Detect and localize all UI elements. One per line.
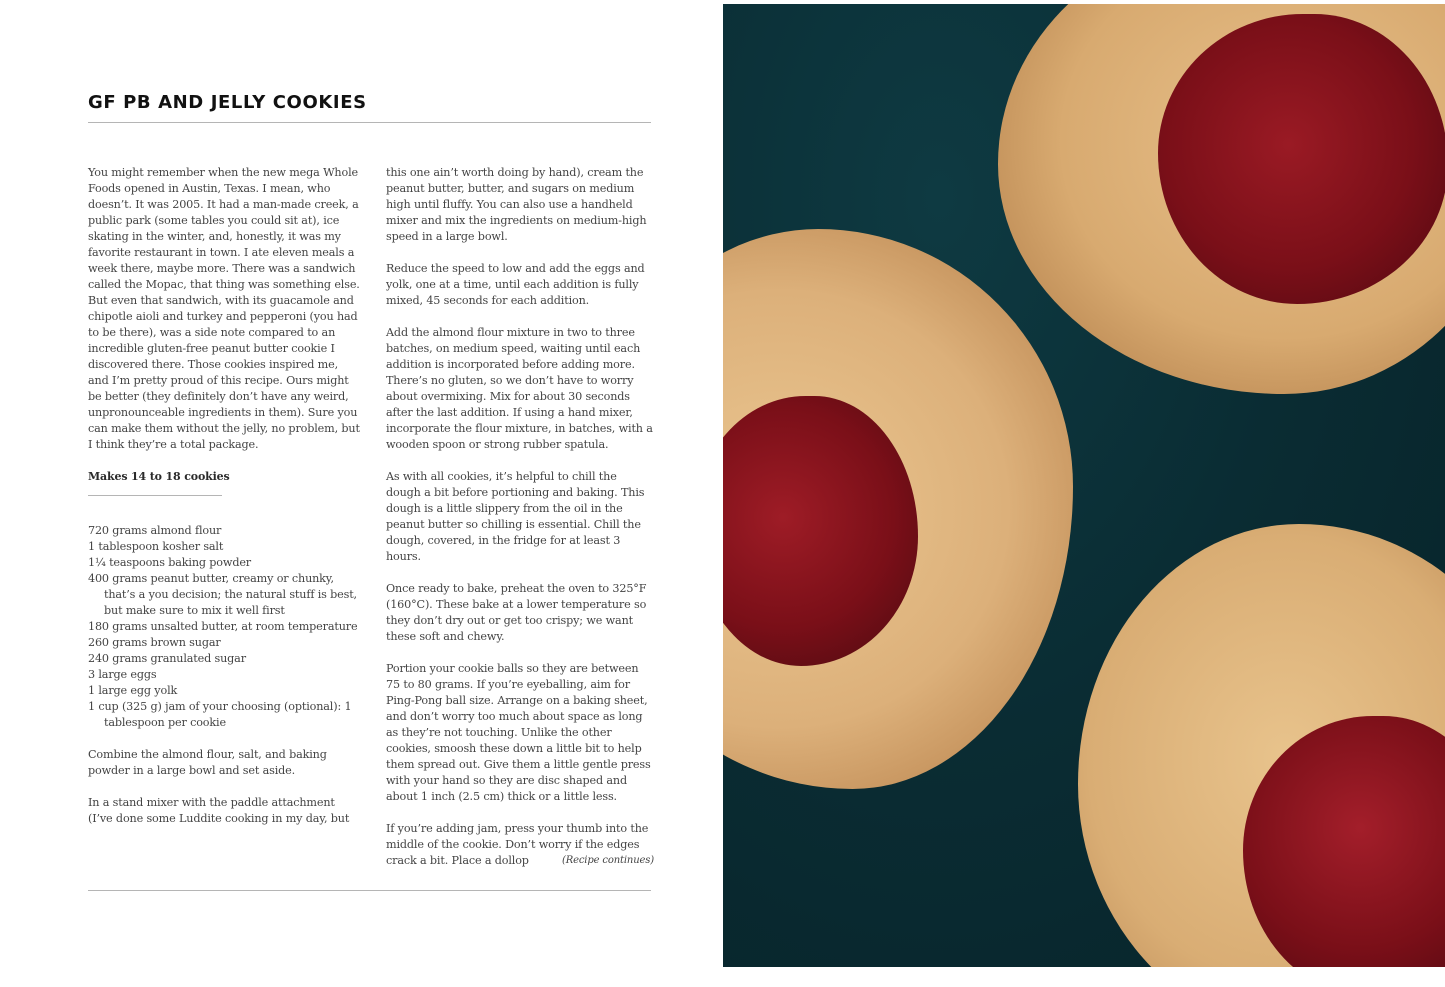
step-paragraph: this one ain’t worth doing by hand), cream the peanut butter, butter, and sugars on medium high until fluffy. You can also use a handheld mixer and mix the ingredients on medium-high speed in a large bowl. — [386, 166, 647, 243]
step-paragraph: Reduce the speed to low and add the eggs and yolk, one at a time, until each addition is fully mixed, 45 seconds for each addition. — [386, 262, 645, 307]
ingredient-item: 180 grams unsalted butter, at room temperature — [88, 620, 358, 633]
ingredient-item: 1¼ teaspoons baking powder — [88, 556, 251, 569]
ingredient-item: 3 large eggs — [88, 668, 157, 681]
ingredient-item: 720 grams almond flour — [88, 524, 222, 537]
ingredient-item: 400 grams peanut butter, creamy or chunky, that’s a you decision; the natural stuff is best, but make sure to mix it well first — [88, 572, 357, 617]
step-paragraph: In a stand mixer with the paddle attachment (I’ve done some Luddite cooking in my day, but — [88, 796, 350, 825]
left-text-column — [88, 165, 360, 843]
right-text-column — [386, 165, 654, 885]
page-gutter — [712, 0, 723, 967]
step-paragraph: Add the almond flour mixture in two to three batches, on medium speed, waiting until each addition is incorporated before adding more. There’s no gluten, so we don’t have to worry about overmixing. Mix for about 30 seconds after the last addition. If using a hand mixer, incorporate the flour mixture, in batches, with a wooden spoon or strong rubber spatula. — [386, 326, 653, 451]
step-paragraph: As with all cookies, it’s helpful to chill the dough a bit before portioning and baking. This dough is a little slippery from the oil in the peanut butter so chilling is essential. Chill the dough, covered, in the fridge for at least 3 hours. — [386, 470, 645, 563]
yield-divider — [88, 495, 222, 496]
intro-paragraph: You might remember when the new mega Whole Foods opened in Austin, Texas. I mean, who doesn’t. It was 2005. It had a man-made creek, a public park (some tables you could sit at), ice skating in the winter, and, honestly, it was my favorite restaurant in town. I ate eleven meals a week there, maybe more. There was a sandwich called the Mopac, that thing was something else. But even that sandwich, with its guacamole and chipotle aioli and turkey and pepperoni (you had to be there), was a side note compared to an incredible gluten-free peanut butter cookie I discovered there. Those cookies inspired me, and I’m pretty proud of this recipe. Ours might be better (they definitely don’t have any weird, unpronounceable ingredients in them). Sure you can make them without the jelly, no problem, but I think they’re a total package. — [88, 166, 360, 451]
yield-label: Makes 14 to 18 cookies — [88, 470, 230, 483]
title-divider — [88, 122, 651, 123]
ingredient-item: 240 grams granulated sugar — [88, 652, 246, 665]
ingredient-item: 260 grams brown sugar — [88, 636, 221, 649]
step-paragraph: Portion your cookie balls so they are between 75 to 80 grams. If you’re eyeballing, aim for Ping-Pong ball size. Arrange on a baking sheet, and don’t worry too much about space as long as they’re not touching. Unlike the other cookies, smoosh these down a little bit to help them spread out. Give them a little gentle press with your hand so they are disc shaped and about 1 inch (2.5 cm) thick or a little less. — [386, 662, 651, 803]
ingredient-item: 1 cup (325 g) jam of your choosing (optional): 1 tablespoon per cookie — [88, 700, 352, 729]
ingredient-item: 1 tablespoon kosher salt — [88, 540, 224, 553]
footer-divider — [88, 890, 651, 891]
recipe-continues-note: (Recipe continues) — [561, 855, 654, 866]
step-paragraph: Once ready to bake, preheat the oven to 325°F (160°C). These bake at a lower temperature so they don’t dry out or get too crispy; we want these soft and chewy. — [386, 582, 647, 643]
ingredient-list — [88, 523, 360, 731]
step-paragraph-last — [386, 821, 654, 869]
recipe-page — [0, 0, 722, 967]
step-paragraph: Combine the almond flour, salt, and baking powder in a large bowl and set aside. — [88, 748, 327, 777]
jam-top-right — [1158, 14, 1445, 304]
step-text: If you’re adding jam, press your thumb into the middle of the cookie. Don’t worry if the edges crack a bit. Place a dollop — [386, 822, 649, 867]
cookie-photo — [723, 4, 1445, 967]
recipe-title: GF PB AND JELLY COOKIES — [88, 92, 367, 113]
ingredient-item: 1 large egg yolk — [88, 684, 178, 697]
